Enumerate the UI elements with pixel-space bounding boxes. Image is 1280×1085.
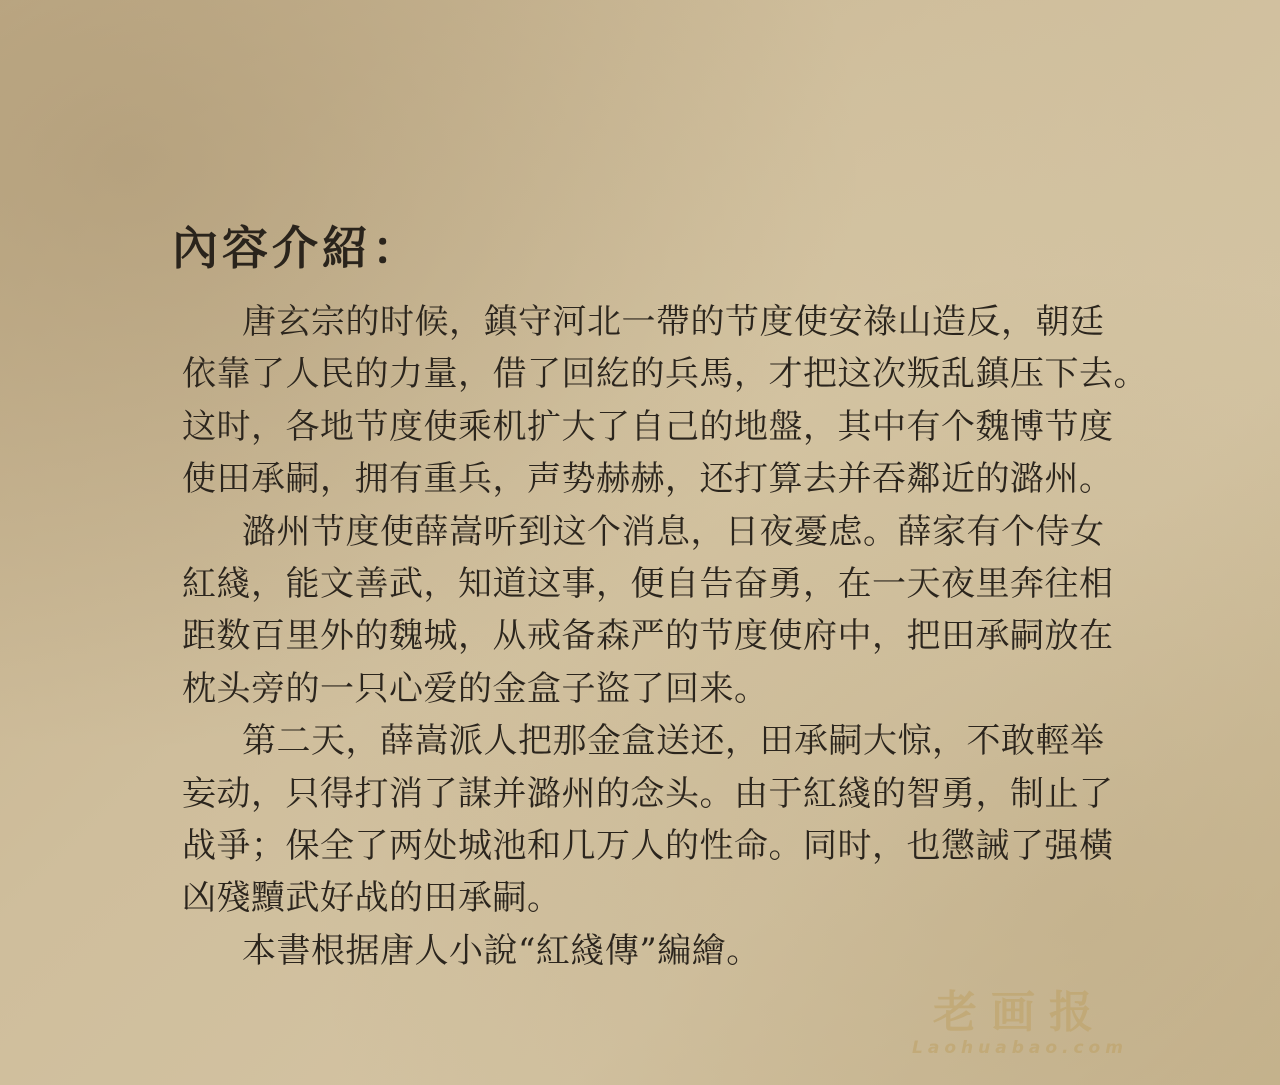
text-line: 妄动，只得打消了謀并潞州的念头。由于紅綫的智勇，制止了: [182, 773, 1114, 814]
source-note: 本書根据唐人小說“紅綫傳”編繪。: [242, 930, 761, 971]
text-line: 紅綫，能文善武，知道这事，便自告奋勇，在一天夜里奔往相: [182, 563, 1114, 604]
text-line: 依靠了人民的力量，借了回紇的兵馬，才把这次叛乱鎮压下去。: [182, 354, 1148, 395]
text-line: 唐玄宗的时候，鎮守河北一帶的节度使安祿山造反，朝廷: [242, 302, 1105, 342]
watermark-logo: [870, 988, 1170, 1058]
watermark-url: Laohuabao.com: [912, 1038, 1128, 1058]
text-line: 距数百里外的魏城，从戒备森严的节度使府中，把田承嗣放在: [182, 616, 1114, 657]
text-line: 潞州节度使薛嵩听到这个消息，日夜憂虑。薛家有个侍女: [242, 511, 1105, 552]
text-line: 第二天，薛嵩派人把那金盒送还，田承嗣大惊，不敢輕举: [242, 721, 1105, 762]
text-line: 凶殘黷武好战的田承嗣。: [182, 878, 562, 919]
page-title: 內容介紹：: [172, 221, 422, 275]
watermark-text: 老画报: [933, 987, 1107, 1038]
text-line: 战爭；保全了两处城池和几万人的性命。同时，也懲誡了强橫: [182, 825, 1114, 866]
text-line: 枕头旁的一只心爱的金盒子盜了回来。: [182, 668, 769, 709]
text-line: 使田承嗣，拥有重兵，声势赫赫，还打算去并吞鄰近的潞州。: [182, 459, 1114, 500]
text-line: 这时，各地节度使乘机扩大了自己的地盤，其中有个魏博节度: [182, 406, 1114, 447]
content-introduction: [182, 296, 1182, 977]
